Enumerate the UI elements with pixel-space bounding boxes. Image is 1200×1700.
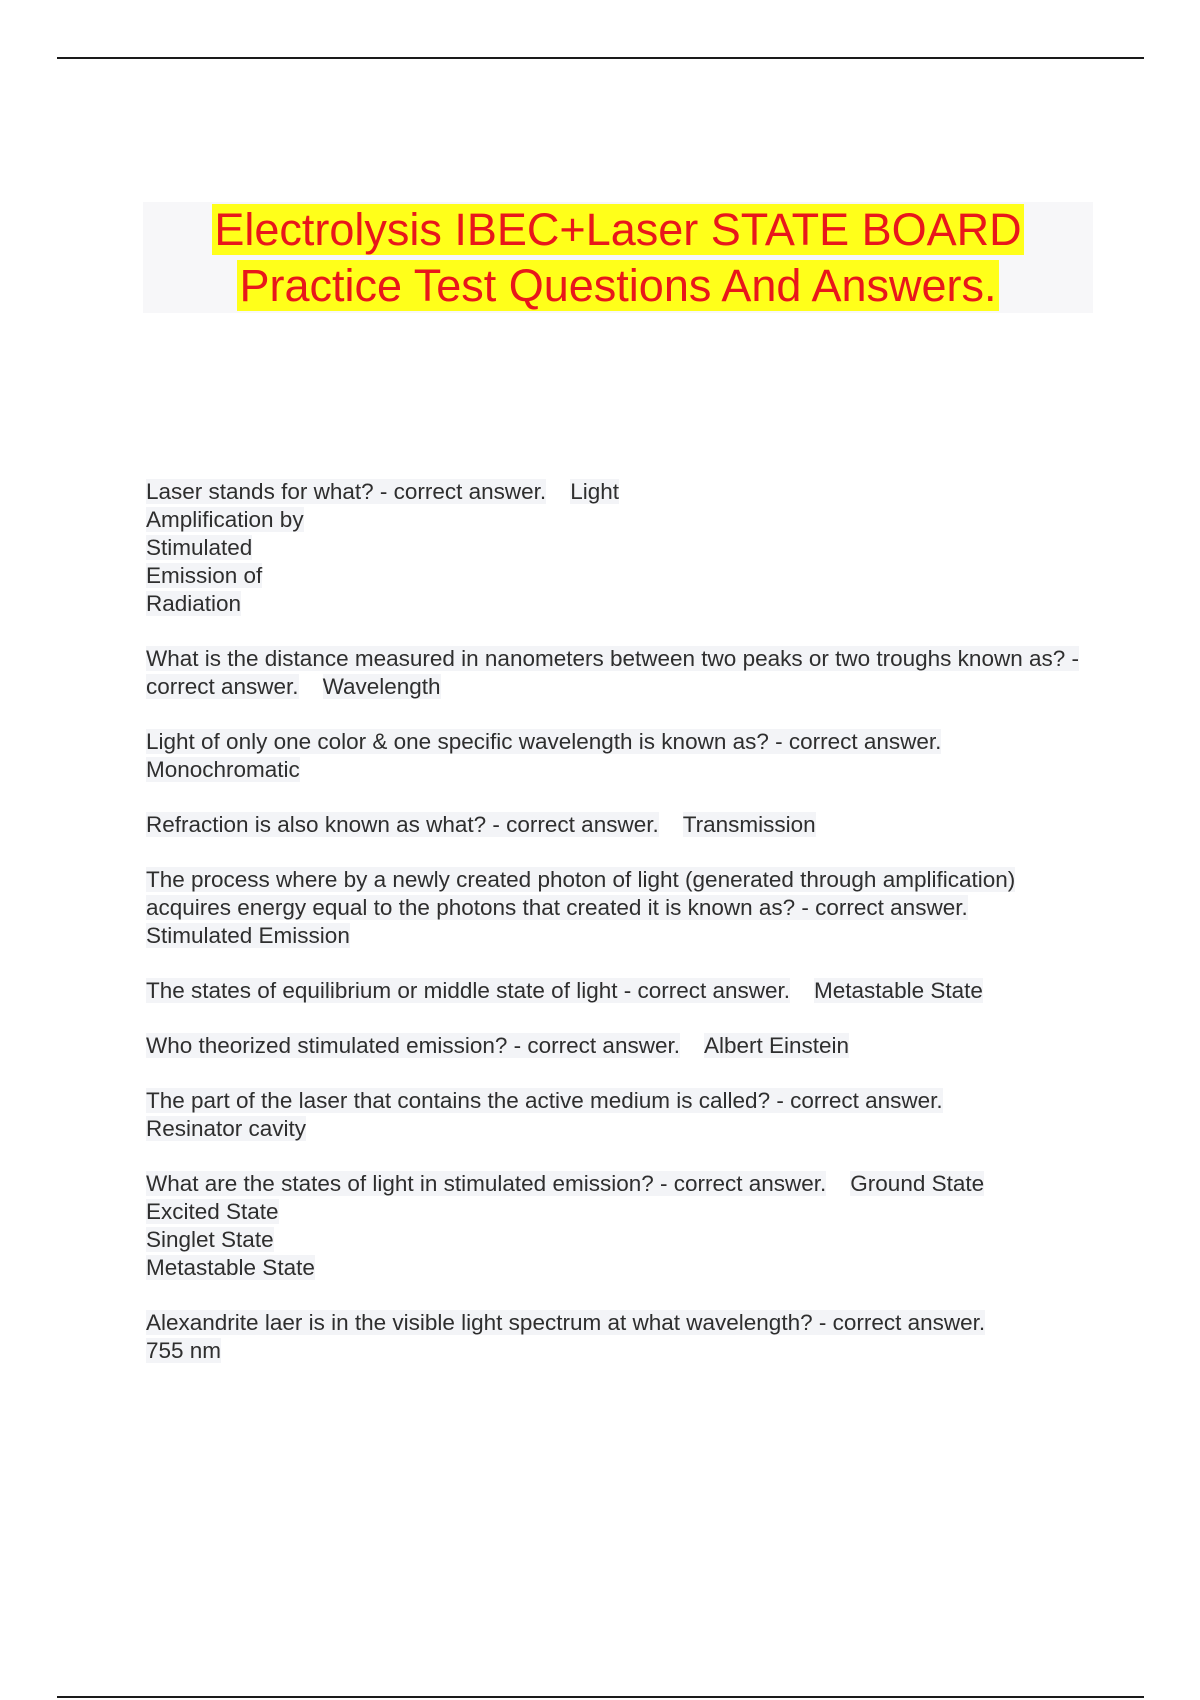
qa-item [146,977,1106,1005]
qa-answer: Monochromatic [146,757,300,782]
qa-answer: Singlet State [146,1227,274,1252]
qa-item [146,1087,1106,1143]
top-rule [57,57,1144,59]
qa-item [146,1032,1106,1060]
qa-item [146,866,1106,950]
qa-question: What are the states of light in stimulated emission? - correct answer. [146,1171,827,1196]
qa-question: Who theorized stimulated emission? - correct answer. [146,1033,680,1058]
qa-question: Laser stands for what? - correct answer. [146,479,547,504]
qa-item [146,1170,1106,1282]
qa-question: The states of equilibrium or middle state of light - correct answer. [146,978,791,1003]
qa-question: The process where by a newly created photon of light (generated through amplification) acquires energy equal to the photons that created it is known as? - correct answer. [146,867,1016,920]
qa-list [146,478,1106,1392]
qa-answer: Stimulated [146,535,253,560]
qa-answer: Amplification by [146,507,304,532]
qa-item [146,1309,1106,1365]
qa-answer: Ground State [850,1171,985,1196]
qa-item [146,811,1106,839]
title-line-2: Practice Test Questions And Answers. [239,260,997,311]
qa-item [146,645,1106,701]
qa-answer: Excited State [146,1199,279,1224]
qa-question: What is the distance measured in nanometers between two peaks or two troughs known as? - correct answer. [146,646,1079,699]
qa-answer: Wavelength [322,674,441,699]
qa-answer: Metastable State [146,1255,315,1280]
qa-answer: Emission of [146,563,263,588]
qa-question: The part of the laser that contains the active medium is called? - correct answer. [146,1088,943,1113]
qa-answer: Transmission [682,812,816,837]
qa-answer: Albert Einstein [703,1033,850,1058]
document-title [143,202,1093,314]
qa-answer: Stimulated Emission [146,923,350,948]
qa-question: Refraction is also known as what? - correct answer. [146,812,659,837]
qa-answer: Radiation [146,591,242,616]
qa-item [146,728,1106,784]
qa-item [146,478,1106,618]
title-line-1: Electrolysis IBEC+Laser STATE BOARD [214,204,1022,255]
qa-question: Light of only one color & one specific wavelength is known as? - correct answer. [146,729,942,754]
qa-answer: Metastable State [814,978,983,1003]
qa-answer: Resinator cavity [146,1116,307,1141]
bottom-rule [57,1696,1144,1698]
qa-question: Alexandrite laer is in the visible light spectrum at what wavelength? - correct answer. [146,1310,986,1335]
qa-answer: 755 nm [146,1338,222,1363]
qa-answer: Light [570,479,619,504]
